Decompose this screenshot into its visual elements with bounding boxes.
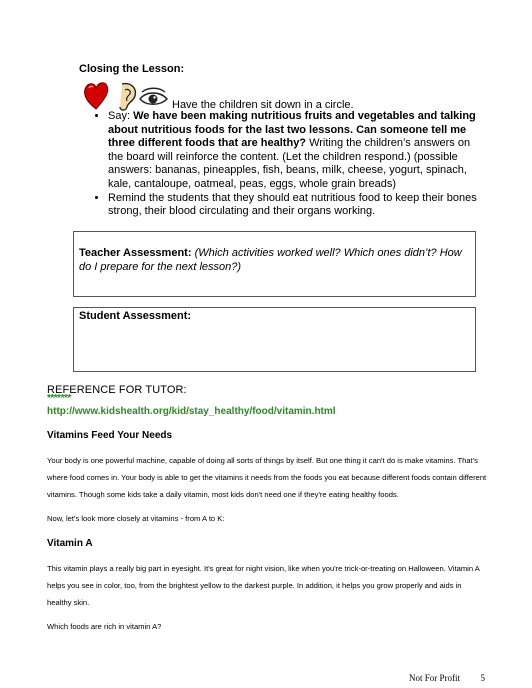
bullet-say (108, 110, 488, 192)
bullet-bold-text: We have been making nutritious fruits and vegetables and talking about nutritious foods for the last two lessons. Can someone tell me three different foods that are healthy? (108, 110, 476, 150)
reference-url[interactable]: http://www.kidshealth.org/kid/stay_healthy/food/vitamin.html (47, 406, 336, 417)
closing-heading: Closing the Lesson: (79, 63, 185, 75)
heart-icon (85, 83, 108, 109)
senses-icons (82, 80, 172, 112)
bullet-prefix: Say: (108, 110, 134, 122)
footer-text: Not For Profit (408, 673, 460, 683)
vitamin-a-paragraph: This vitamin plays a really big part in eyesight. It's great for night vision, like when you're trick-or-treating on Halloween. Vitamin A helps you see in color, too, from the brightest yellow to the darkest purple. In addition, it helps you grow properly and aids in healthy skin. (47, 564, 480, 607)
vitamins-intro-a-to-k: Now, let's look more closely at vitamins - from A to K: (47, 514, 225, 523)
student-assessment-title: Student Assessment: (79, 310, 192, 322)
eye-icon (140, 88, 167, 104)
vitamins-heading: Vitamins Feed Your Needs (47, 430, 173, 441)
vitamins-paragraph: Your body is one powerful machine, capable of doing all sorts of things by itself. But one thing it can't do is make vitamins. That's where food comes in. Your body is able to get the vitamins it needs from the foods you eat because different foods contain different vitamins. Though some kids take a daily vitamin, most kids don't need one if they're eating healthy foods. (47, 456, 487, 499)
bullet-remind (108, 192, 488, 219)
reference-stars: ******* (47, 393, 71, 404)
closing-bullets (92, 110, 488, 219)
vitamin-a-question: Which foods are rich in vitamin A? (47, 622, 162, 631)
page-number: 5 (480, 673, 485, 683)
bullet-text: Writing the children’s answers on the board will reinforce the content. (Let the children respond.) (possible answers: bananas, pineapples, fish, beans, milk, cheese, yogurt, spinach, kale, cantaloupe, oatmeal, peas, eggs, whole grain breads) (108, 137, 471, 190)
reference-title: REFERENCE FOR TUTOR: (47, 384, 187, 396)
teacher-assessment-box (73, 231, 476, 297)
teacher-assessment-title: Teacher Assessment: (79, 247, 192, 259)
closing-intro: Have the children sit down in a circle. (172, 99, 354, 111)
student-assessment-box (73, 307, 476, 372)
teacher-assessment-note: (Which activities worked well? Which ones didn’t? How do I prepare for the next lesson?) (79, 247, 462, 273)
vitamin-a-heading: Vitamin A (47, 538, 93, 549)
bullet-text: Remind the students that they should eat nutritious food to keep their bones strong, their blood circulating and their organs working. (108, 191, 477, 218)
ear-icon (120, 84, 135, 110)
